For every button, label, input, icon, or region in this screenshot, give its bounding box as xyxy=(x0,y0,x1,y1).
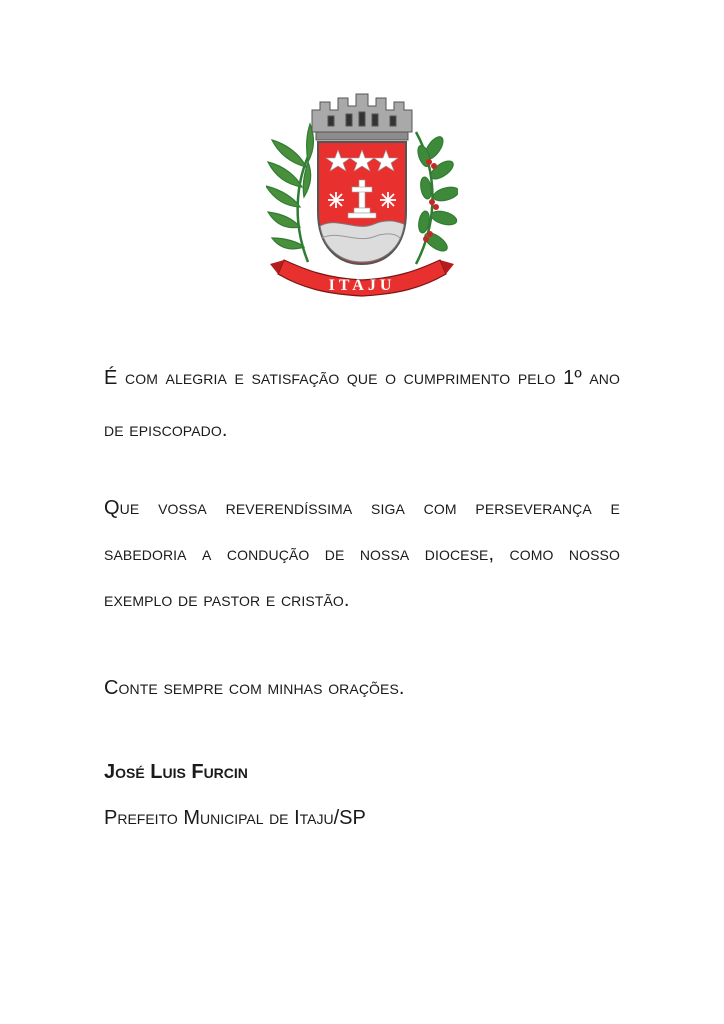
banner-text: ITAJU xyxy=(328,277,396,294)
mural-crown xyxy=(312,94,412,140)
paragraph-prayers: Conte sempre com minhas orações. xyxy=(104,677,405,699)
signer-name: José Luis Furcin xyxy=(104,761,248,783)
signer-title: Prefeito Municipal de Itaju/SP xyxy=(104,807,366,829)
right-branch xyxy=(416,132,458,264)
left-branch xyxy=(266,124,314,262)
banner xyxy=(270,260,454,296)
paragraph-greeting: É com alegria e satisfação que o cumprimento pelo 1º ano de episcopado. xyxy=(104,367,620,441)
paragraph-wishes: Que vossa reverendíssima siga com perseverança e sabedoria a condução de nossa diocese, como nosso exemplo de pastor e cristão. xyxy=(104,497,620,611)
municipal-coat-of-arms xyxy=(266,92,458,297)
